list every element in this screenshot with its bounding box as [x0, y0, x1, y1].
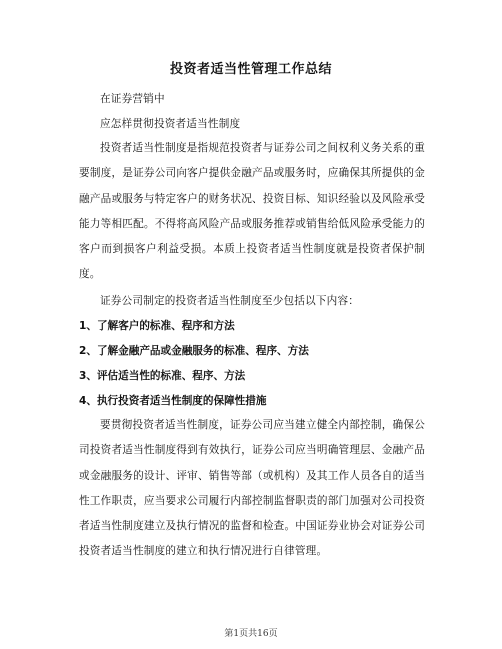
paragraph-implementation: 要贯彻投资者适当性制度，证券公司应当建立健全内部控制，确保公司投资者适当性制度得到有效执行，证券公司应当明确管理层、金融产品或金融服务的设计、评审、销售等部（或机构）及其工作人员各自的适当性工作职责，应当要求公司履行内部控制监督职责的部门加强对公司投资者适当性制度建立及执行情况的监督和检查。中国证券业协会对证券公司投资者适当性制度的建立和执行情况进行自律管理。 — [79, 419, 425, 558]
paragraph-definition: 投资者适当性制度是指规范投资者与证券公司之间权利义务关系的重要制度，是证券公司向客户提供金融产品或服务时，应确保其所提供的金融产品或服务与特定客户的财务状况、投资目标、知识经验以及风险承受能力等相匹配。不得将高风险产品或服务推荐或销售给低风险承受能力的客户而到损客户利益受损。本质上投资者适当性制度就是投资者保护制度。 — [79, 142, 425, 281]
paragraph-contents-intro: 证券公司制定的投资者适当性制度至少包括以下内容： — [100, 295, 360, 307]
document-title: 投资者适当性管理工作总结 — [169, 62, 332, 77]
heading-item-4: 4、执行投资者适当性制度的保障性措施 — [79, 395, 267, 407]
subtitle-line-1: 在证券营销中 — [100, 93, 165, 105]
page-number: 第1页共16页 — [224, 629, 278, 639]
subtitle-line-2: 应怎样贯彻投资者适当性制度 — [100, 118, 241, 130]
heading-item-3: 3、评估适当性的标准、程序、方法 — [79, 370, 246, 382]
heading-item-1: 1、了解客户的标准、程序和方法 — [79, 320, 235, 332]
heading-item-2: 2、了解金融产品或金融服务的标准、程序、方法 — [79, 345, 309, 357]
